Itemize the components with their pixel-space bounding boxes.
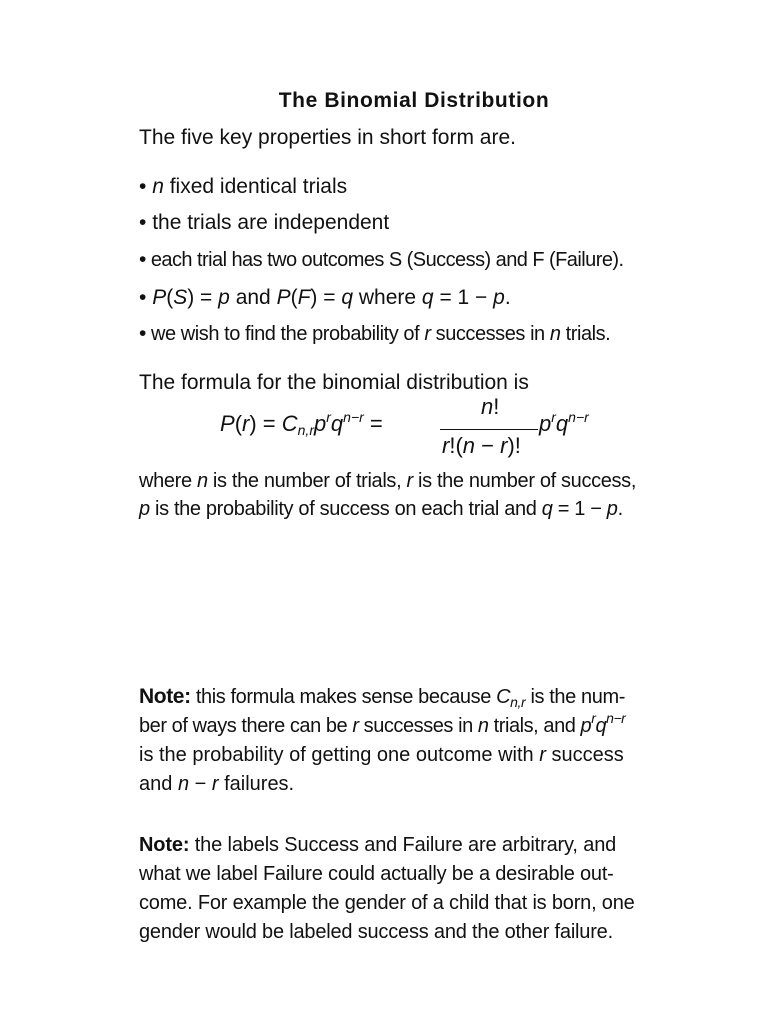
bullet-icon: • [139,175,147,198]
bullet-icon: • [139,286,147,309]
formula-intro: The formula for the binomial distribution is [139,371,529,394]
note-label: Note: [139,685,191,708]
note1-line-3: is the probability of getting one outcome with r success [139,744,624,766]
formula-numerator: n! [481,394,500,419]
formula-denominator: r!(n − r)! [442,433,521,458]
note-label: Note: [139,834,190,856]
note2-line-1: Note: the labels Success and Failure are arbitrary, and [139,834,617,856]
where-line-1: where n is the number of trials, r is the number of success, [139,470,637,492]
note1-line-1: Note: this formula makes sense because $C_{n,r}$ is the num- [139,685,625,710]
intro-text: The five key properties in short form are. [139,126,516,149]
bullet-item-4: • P(S) = p and P(F) = q where q = 1 − p. [139,286,511,309]
fraction-bar [440,429,538,430]
bullet-item-5: • we wish to find the probability of r successes in n trials. [139,322,611,345]
page-title: The Binomial Distribution [278,89,550,112]
bullet-item-1: • n fixed identical trials [139,175,348,198]
formula-rhs: $p^rq^{n-r}$ [539,409,589,436]
note1-line-4: and n − r failures. [139,773,295,795]
note2-line-3: come. For example the gender of a child that is born, one [139,892,635,914]
bullet-item-2: • the trials are independent [139,211,390,234]
note2-line-2: what we label Failure could actually be a desirable out- [139,863,614,885]
bullet-item-3: • each trial has two outcomes S (Success) and F (Failure). [139,248,624,271]
where-line-2: p is the probability of success on each trial and q = 1 − p. [139,498,623,520]
note1-line-2: ber of ways there can be r successes in n trials, and $p^rq^{n-r}$ [139,710,626,737]
note2-line-4: gender would be labeled success and the other failure. [139,921,613,943]
bullet-icon: • [139,248,146,271]
bullet-icon: • [139,322,146,345]
binomial-formula-lhs: $P(r) = C_{n,r}p^rq^{n-r}$ = [220,409,383,438]
bullet-icon: • [139,211,147,234]
